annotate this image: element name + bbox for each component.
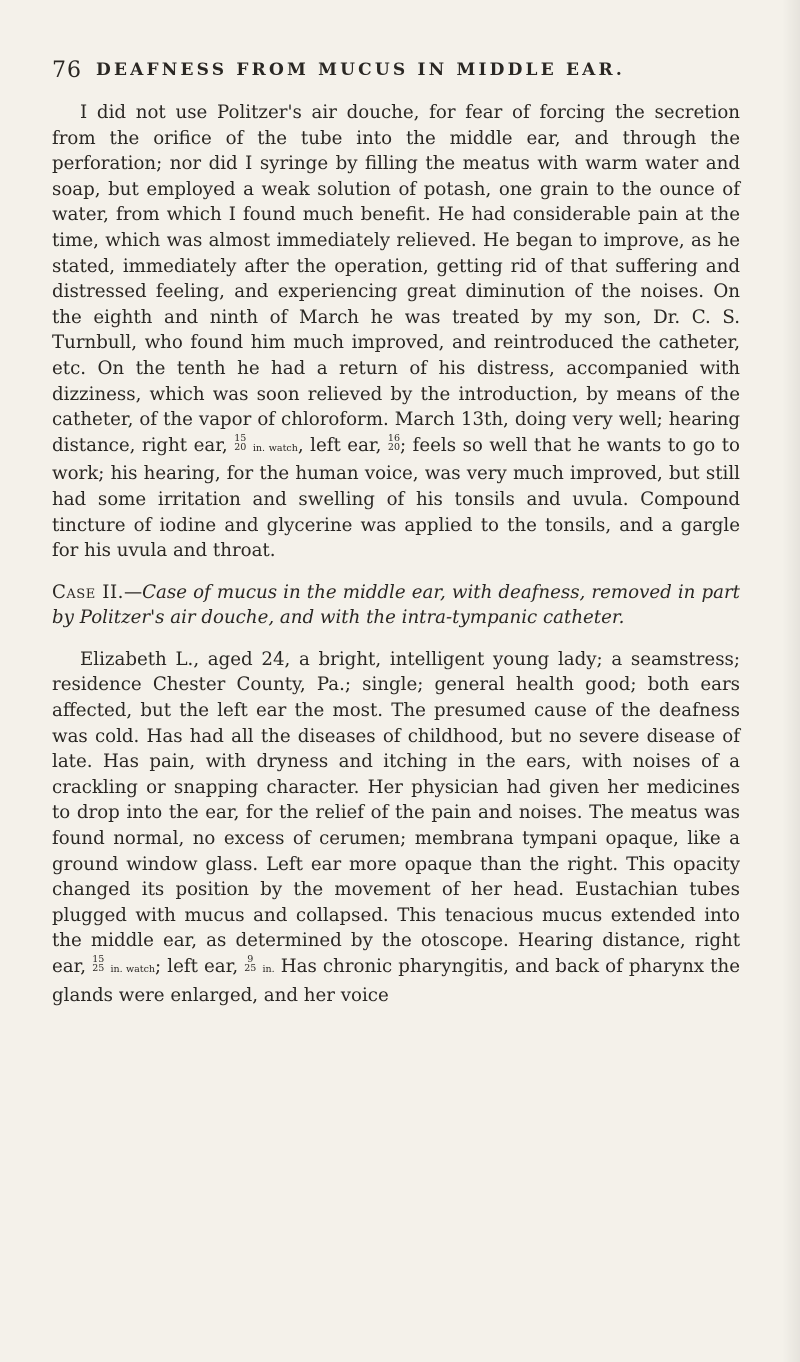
page-edge-shadow	[782, 0, 800, 1362]
fraction-denominator: 20	[234, 441, 247, 453]
hearing-fraction-right-ear	[234, 434, 246, 452]
running-head	[52, 58, 752, 86]
fraction-numerator: 9	[247, 954, 254, 965]
hearing-fraction-right-ear	[92, 955, 104, 973]
para2-text-c: Has chronic pharyngitis, and back of pharynx the glands were enlarged, and her voice	[52, 956, 740, 1006]
para1-text-b: , left ear,	[297, 434, 382, 456]
hearing-fraction-left-ear	[244, 955, 256, 973]
paragraph-case-i-continuation	[52, 100, 740, 564]
para2-text-a: Elizabeth L., aged 24, a bright, intelligent young lady; a seamstress; residence Chester County, Pa.; single; general health good; both ears affected, but the left ear the most. The presumed cause of the deafness was cold. Has had all the diseases of childhood, but no severe disease of late. Has pain, with dryness and itching in the ears, with noises of a crackling or snapping character. Her physician had given her medicines to drop into the ear, for the relief of the pain and noises. The meatus was found normal, no excess of cerumen; membrana tympani opaque, like a ground window glass. Left ear more opaque than the right. This opacity changed its position by the movement of her head. Eustachian tubes plugged with mucus and collapsed. This tenacious mucus extended into the middle ear, as determined by the otoscope. Hearing distance, right ear,	[52, 648, 740, 977]
fraction-numerator: 15	[92, 954, 105, 965]
body-text	[52, 100, 740, 1008]
para2-text-b: ; left ear,	[155, 956, 239, 977]
para1-text-a: I did not use Politzer's air douche, for fear of forcing the secretion from the orifice of the tube into the middle ear, and through the perforation; nor did I syringe by filling the meatus with warm water and soap, but employed a weak solution of potash, one grain to the ounce of water, from which I found much benefit. He had considerable pain at the time, which was almost immediately relieved. He began to improve, as he stated, immediately after the operation, getting rid of that suffering and distressed feeling, and experiencing great diminution of the noises. On the eighth and ninth of March he was treated by my son, Dr. C. S. Turnbull, who found him much improved, and reintroduced the catheter, etc. On the tenth he had a return of his distress, accompanied with dizziness, which was soon relieved by the introduction, by means of the catheter, of the vapor of chloroform. March 13th, doing very well; hearing distance, right ear,	[52, 102, 740, 456]
fraction-denominator: 25	[92, 963, 105, 974]
page-number: 76	[52, 58, 82, 83]
fraction-denominator: 25	[244, 963, 257, 974]
case-dash: —	[123, 581, 143, 603]
hearing-fraction-left-ear	[388, 434, 400, 452]
hearing-unit: in. watch	[110, 964, 156, 975]
hearing-unit: in. watch	[252, 442, 298, 454]
running-title: DEAFNESS FROM MUCUS IN MIDDLE EAR.	[96, 60, 625, 80]
paragraph-case-ii	[52, 647, 740, 1008]
case-label: Case II.	[52, 581, 124, 603]
case-ii-heading	[52, 580, 740, 631]
fraction-numerator: 15	[234, 432, 247, 444]
fraction-numerator: 16	[387, 432, 401, 444]
fraction-denominator: 20	[387, 441, 401, 453]
para1-text-c: ; feels so well that he wants to go to work; his hearing, for the human voice, was very much improved, but still had some irritation and swelling of his tonsils and uvula. Compound tincture of iodine and glycerine was applied to the tonsils, and a gargle for his uvula and throat.	[52, 434, 741, 562]
hearing-unit: in.	[262, 964, 275, 975]
case-title: Case of mucus in the middle ear, with deafness, removed in part by Politzer's air douche, and with the intra-tympanic catheter.	[52, 581, 740, 629]
